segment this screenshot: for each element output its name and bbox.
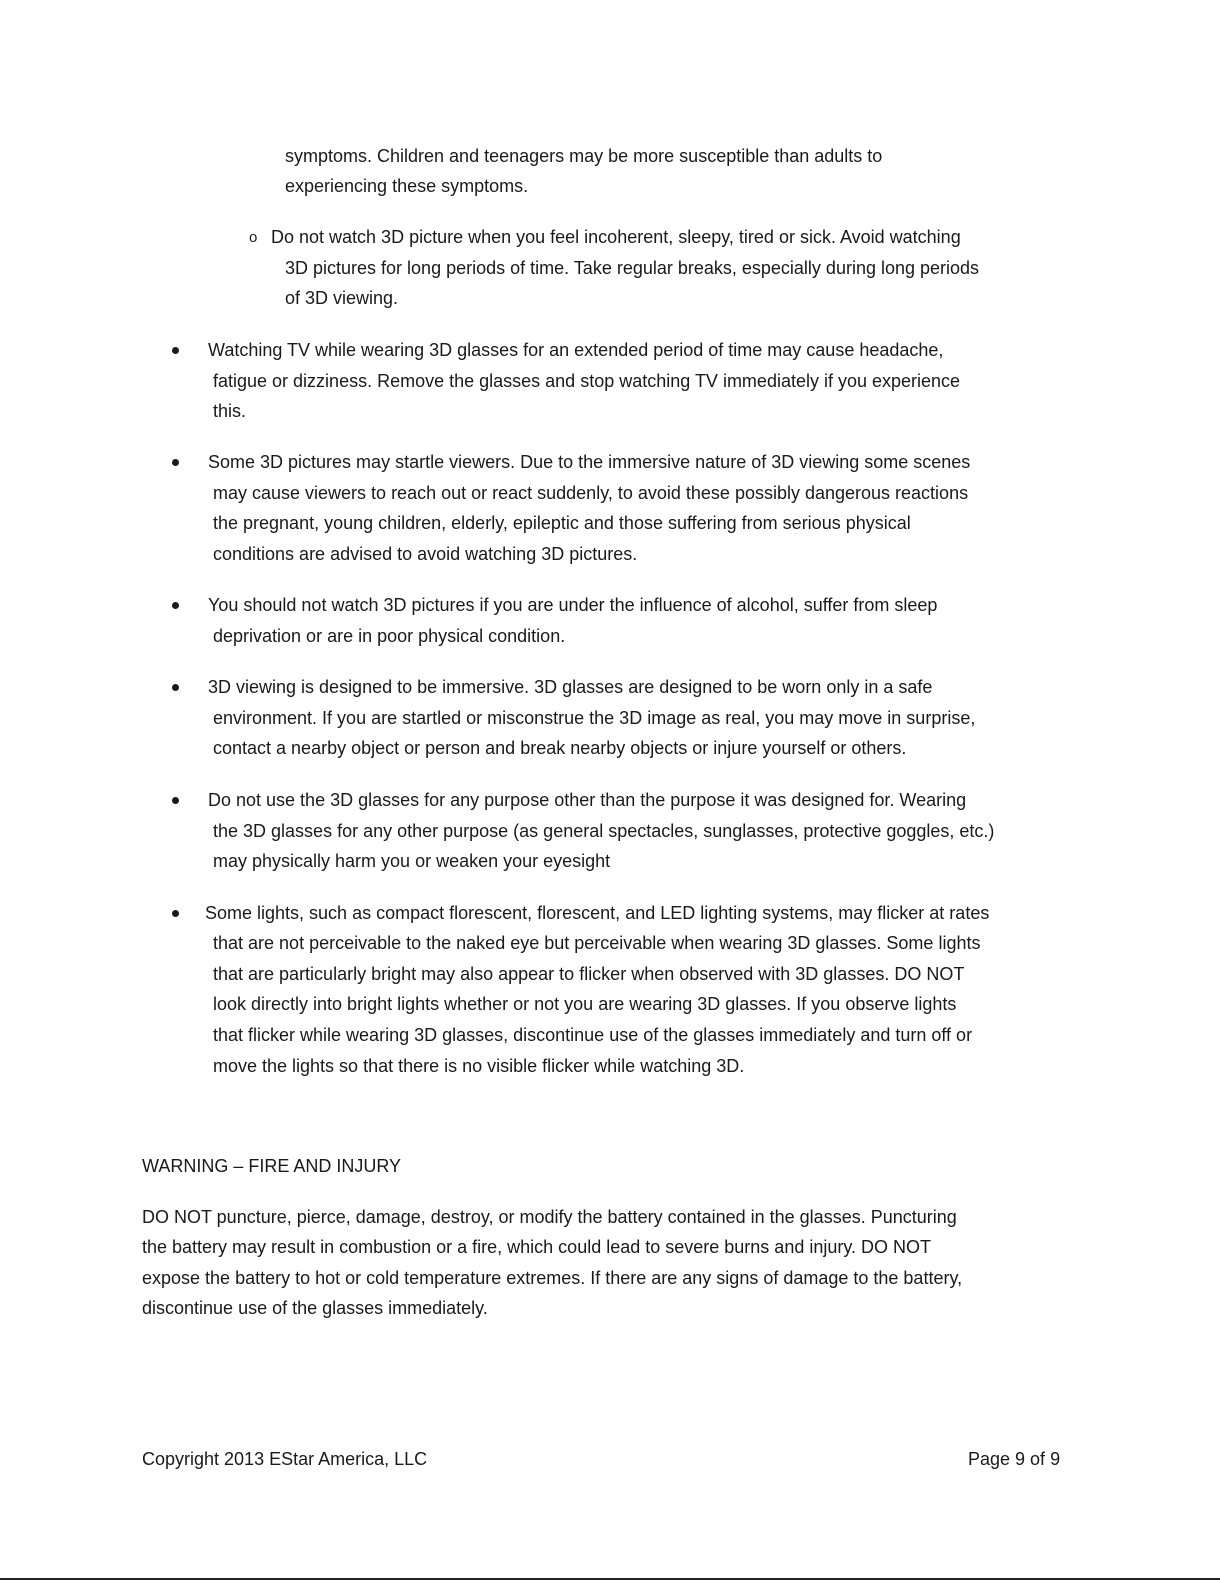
bullet-line: look directly into bright lights whether or not you are wearing 3D glasses. If you observe lights (213, 994, 957, 1014)
bullet-line: the pregnant, young children, elderly, epileptic and those suffering from serious physical (213, 513, 911, 533)
bullet-line: the 3D glasses for any other purpose (as general spectacles, sunglasses, protective goggles, etc.) (213, 821, 995, 841)
footer-copyright: Copyright 2013 EStar America, LLC (142, 1449, 428, 1469)
bullet-line: Do not use the 3D glasses for any purpose other than the purpose it was designed for. Wearing (208, 790, 967, 810)
page-bottom-border (0, 1578, 1220, 1580)
bullet-line: Watching TV while wearing 3D glasses for an extended period of time may cause headache, (208, 340, 944, 360)
bullet-line: this. (213, 401, 247, 421)
sub-bullet-line: 3D pictures for long periods of time. Take regular breaks, especially during long periods (285, 258, 980, 278)
bullet-dot (172, 602, 179, 609)
sub-bullet-line: of 3D viewing. (285, 288, 399, 308)
bullet-line: that flicker while wearing 3D glasses, discontinue use of the glasses immediately and turn off or (213, 1025, 973, 1045)
bullet-line: that are not perceivable to the naked eye but perceivable when wearing 3D glasses. Some lights (213, 933, 981, 953)
bullet-line: that are particularly bright may also appear to flicker when observed with 3D glasses. DO NOT (213, 964, 965, 984)
sub-bullet-marker: o (249, 229, 258, 246)
warning-line: the battery may result in combustion or a fire, which could lead to severe burns and injury. DO NOT (142, 1237, 932, 1257)
continued-text-line: experiencing these symptoms. (285, 176, 529, 196)
warning-line: expose the battery to hot or cold temperature extremes. If there are any signs of damage to the battery, (142, 1268, 963, 1288)
footer-page-number: Page 9 of 9 (968, 1449, 1061, 1469)
bullet-dot (172, 684, 179, 691)
sub-bullet-line: Do not watch 3D picture when you feel incoherent, sleepy, tired or sick. Avoid watching (271, 227, 961, 247)
bullet-line: Some lights, such as compact florescent, florescent, and LED lighting systems, may flicker at rates (205, 903, 990, 923)
bullet-line: You should not watch 3D pictures if you are under the influence of alcohol, suffer from sleep (208, 595, 938, 615)
bullet-line: contact a nearby object or person and break nearby objects or injure yourself or others. (213, 738, 907, 758)
bullet-line: conditions are advised to avoid watching 3D pictures. (213, 544, 638, 564)
bullet-dot (172, 910, 179, 917)
bullet-line: Some 3D pictures may startle viewers. Due to the immersive nature of 3D viewing some scenes (208, 452, 971, 472)
bullet-line: may physically harm you or weaken your eyesight (213, 851, 611, 871)
bullet-line: deprivation or are in poor physical condition. (213, 626, 566, 646)
bullet-dot (172, 459, 179, 466)
bullet-line: environment. If you are startled or misconstrue the 3D image as real, you may move in surprise, (213, 708, 976, 728)
bullet-line: fatigue or dizziness. Remove the glasses and stop watching TV immediately if you experience (213, 371, 961, 391)
continued-text-line: symptoms. Children and teenagers may be more susceptible than adults to (285, 146, 883, 166)
warning-heading: WARNING – FIRE AND INJURY (142, 1156, 402, 1176)
bullet-line: 3D viewing is designed to be immersive. 3D glasses are designed to be worn only in a safe (208, 677, 933, 697)
bullet-line: move the lights so that there is no visible flicker while watching 3D. (213, 1056, 745, 1076)
bullet-dot (172, 797, 179, 804)
warning-line: discontinue use of the glasses immediately. (142, 1298, 488, 1318)
bullet-dot (172, 347, 179, 354)
warning-line: DO NOT puncture, pierce, damage, destroy, or modify the battery contained in the glasses. Puncturing (142, 1207, 957, 1227)
bullet-line: may cause viewers to reach out or react suddenly, to avoid these possibly dangerous reactions (213, 483, 969, 503)
